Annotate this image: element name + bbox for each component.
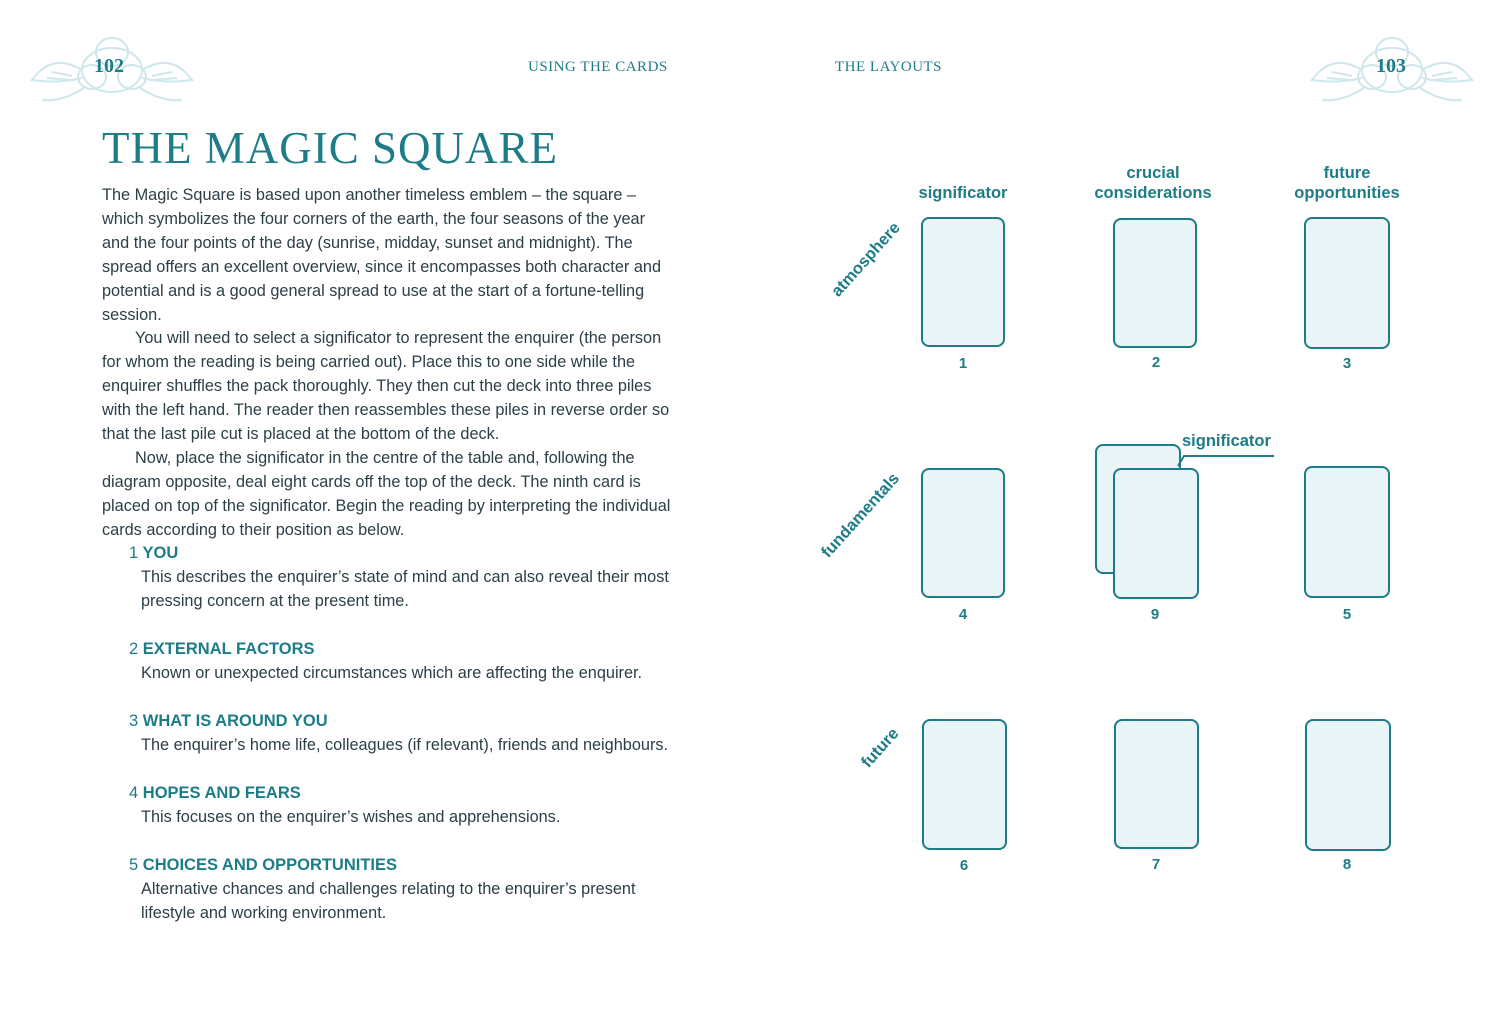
position-list — [129, 541, 689, 949]
position-description: The enquirer’s home life, colleagues (if relevant), friends and neighbours. — [141, 736, 669, 754]
position-description: This describes the enquirer’s state of mind and can also reveal their most pressing concern at the present time. — [141, 568, 669, 610]
card-number: 3 — [1342, 355, 1352, 372]
page-number-left: 102 — [94, 55, 124, 77]
position-item — [129, 709, 689, 757]
card-position-1 — [921, 217, 1005, 347]
column-label-crucial-considerations: crucial considerations — [1094, 164, 1212, 202]
row-label-fundamentals: fundamentals — [817, 469, 904, 562]
card-position-2 — [1113, 218, 1197, 348]
position-number: 4 — [129, 784, 139, 802]
body-text — [102, 184, 672, 543]
position-heading — [129, 853, 689, 877]
significator-label: significator — [1182, 432, 1271, 450]
card-position-6 — [922, 719, 1007, 850]
position-item — [129, 853, 689, 925]
column-label-significator: significator — [918, 184, 1008, 202]
position-number: 1 — [129, 544, 139, 562]
running-head-right: THE LAYOUTS — [835, 59, 943, 75]
position-item — [129, 781, 689, 829]
position-title: YOU — [142, 544, 179, 562]
position-description: Known or unexpected circumstances which are affecting the enquirer. — [141, 664, 643, 682]
card-number: 2 — [1151, 354, 1161, 371]
card-position-7 — [1114, 719, 1199, 849]
card-position-4 — [921, 468, 1005, 598]
paragraph: The Magic Square is based upon another timeless emblem – the square – which symbolizes the four corners of the earth, the four seasons of the year and the four points of the day (sunrise, midday, sunset and midnight). The spread offers an excellent overview, since it encompasses both character and potential and is a good general spread to use at the start of a fortune-telling session. — [102, 186, 661, 324]
column-label-future-opportunities: future opportunities — [1294, 164, 1400, 202]
running-head-left: USING THE CARDS — [528, 59, 668, 75]
page-number-right: 103 — [1376, 55, 1406, 77]
position-title: WHAT IS AROUND YOU — [142, 712, 328, 730]
card-number: 1 — [958, 355, 968, 372]
position-number: 2 — [129, 640, 139, 658]
card-position-3 — [1304, 217, 1390, 349]
position-number: 3 — [129, 712, 139, 730]
card-number: 6 — [959, 857, 969, 874]
position-item — [129, 637, 689, 685]
card-number: 4 — [958, 606, 968, 623]
position-description: Alternative chances and challenges relating to the enquirer’s present lifestyle and working environment. — [141, 880, 636, 922]
position-title: CHOICES AND OPPORTUNITIES — [142, 856, 398, 874]
card-number: 5 — [1342, 606, 1352, 623]
card-position-8 — [1305, 719, 1391, 851]
row-label-atmosphere: atmosphere — [827, 218, 904, 301]
paragraph: You will need to select a significator to represent the enquirer (the person for whom the reading is being carried out). Place this to one side while the enquirer shuffles the pack thoroughly. They then cut the deck into three piles with the left hand. The reader then reassembles these piles in reverse order so that the last pile cut is placed at the bottom of the deck. — [102, 329, 670, 444]
row-label-future: future — [857, 724, 903, 772]
position-title: EXTERNAL FACTORS — [142, 640, 315, 658]
position-heading — [129, 781, 689, 805]
position-heading — [129, 709, 689, 733]
position-number: 5 — [129, 856, 139, 874]
position-description: This focuses on the enquirer’s wishes and apprehensions. — [141, 808, 561, 826]
position-title: HOPES AND FEARS — [142, 784, 301, 802]
card-number: 9 — [1150, 606, 1160, 623]
page-title: THE MAGIC SQUARE — [102, 123, 559, 173]
position-heading — [129, 637, 689, 661]
card-number: 8 — [1342, 856, 1352, 873]
position-item — [129, 541, 689, 613]
paragraph: Now, place the significator in the centre of the table and, following the diagram opposite, deal eight cards off the top of the deck. The ninth card is placed on top of the significator. Begin the reading by interpreting the individual cards according to their position as below. — [102, 448, 671, 539]
card-position-5 — [1304, 466, 1390, 598]
card-number: 7 — [1151, 856, 1161, 873]
card-position-9 — [1113, 468, 1199, 599]
position-heading — [129, 541, 689, 565]
significator-leader-line — [1176, 452, 1276, 470]
